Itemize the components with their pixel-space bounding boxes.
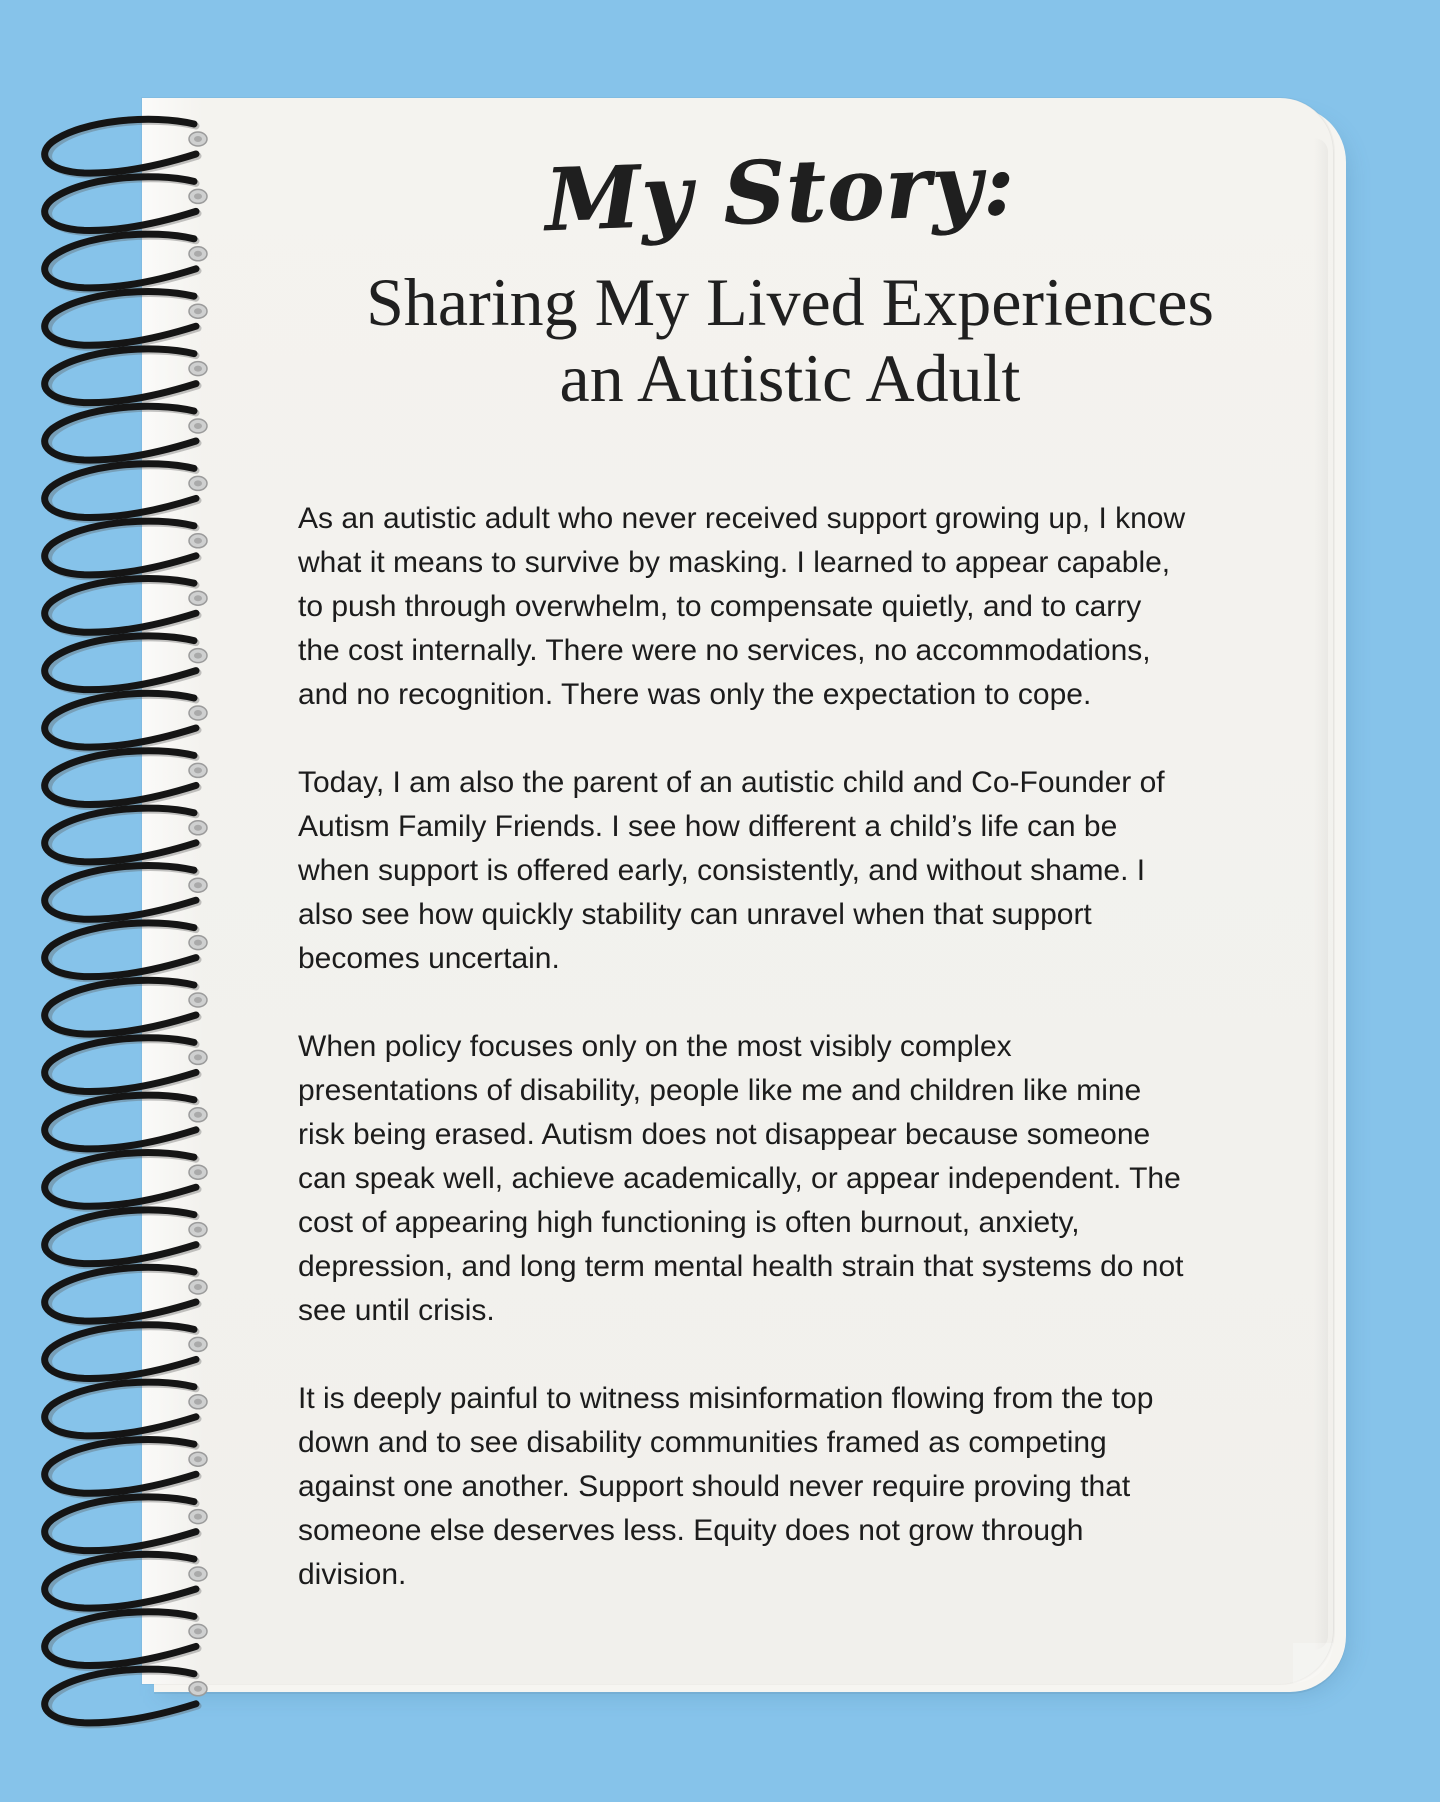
story-line: division. — [298, 1558, 407, 1591]
story-line: It is deeply painful to witness misinformation flowing from the top — [298, 1382, 1154, 1415]
subtitle-line-1: Sharing My Lived Experiences — [366, 264, 1214, 340]
story-line: can speak well, achieve academically, or appear independent. The — [298, 1162, 1181, 1195]
story-line: As an autistic adult who never received support growing up, I know — [298, 502, 1186, 535]
binding-strip — [142, 98, 204, 1684]
story-line: and no recognition. There was only the expectation to cope. — [298, 678, 1092, 711]
story-line: someone else deserves less. Equity does not grow through — [298, 1514, 1084, 1547]
story-paragraph-4 — [298, 1377, 1258, 1597]
script-title: My Story: — [543, 133, 1017, 252]
story-paragraph-2 — [298, 761, 1258, 981]
story-line: see until crisis. — [298, 1294, 495, 1327]
subtitle-line-2: an Autistic Adult — [559, 340, 1021, 417]
story-line: Autism Family Friends. I see how different a child’s life can be — [298, 810, 1118, 843]
story-line: Today, I am also the parent of an autistic child and Co-Founder of — [298, 766, 1165, 799]
story-line: to push through overwhelm, to compensate quietly, and to carry — [298, 590, 1142, 623]
story-line: becomes uncertain. — [298, 942, 560, 975]
story-paragraph-3 — [298, 1025, 1258, 1333]
story-line: what it means to survive by masking. I learned to appear capable, — [298, 546, 1171, 579]
story-line: when support is offered early, consistently, and without shame. I — [298, 854, 1146, 887]
story-line: risk being erased. Autism does not disappear because someone — [298, 1118, 1151, 1151]
story-line: presentations of disability, people like me and children like mine — [298, 1074, 1142, 1107]
story-text — [298, 497, 1258, 1641]
page-right-edge — [1314, 138, 1328, 1650]
story-paragraph-1 — [298, 497, 1258, 717]
subtitle — [300, 264, 1280, 416]
story-line: down and to see disability communities framed as competing — [298, 1426, 1107, 1459]
story-line: against one another. Support should never require proving that — [298, 1470, 1131, 1503]
story-line: also see how quickly stability can unravel when that support — [298, 898, 1092, 931]
story-line: cost of appearing high functioning is often burnout, anxiety, — [298, 1206, 1080, 1239]
story-line: When policy focuses only on the most visibly complex — [298, 1030, 1012, 1063]
title-group — [300, 133, 1280, 417]
story-line: depression, and long term mental health strain that systems do not — [298, 1250, 1184, 1283]
story-line: the cost internally. There were no services, no accommodations, — [298, 634, 1151, 667]
